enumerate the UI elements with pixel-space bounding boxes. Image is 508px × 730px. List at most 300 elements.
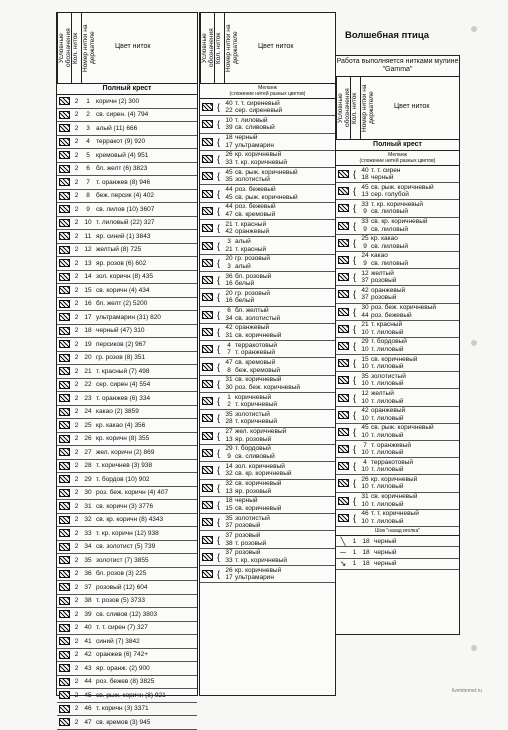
holder-number: 45 — [361, 424, 369, 432]
blend-line — [223, 221, 335, 229]
symbol-cell — [336, 338, 350, 354]
blend-row — [336, 269, 459, 286]
thread-color: алый — [235, 237, 251, 245]
holder-number: 9 — [227, 453, 231, 461]
holder-number: 30 — [225, 383, 233, 391]
brace-icon: { — [216, 344, 220, 355]
legend-row — [57, 446, 197, 460]
pattern-symbol-icon — [59, 111, 70, 119]
brace-icon: { — [352, 495, 356, 506]
blend-line — [359, 304, 459, 312]
symbol-cell — [336, 372, 350, 388]
legend-row — [57, 244, 197, 258]
holder-number: 35 — [225, 176, 233, 184]
brace-icon: { — [216, 465, 220, 476]
thread-color: жел. коричневый — [235, 428, 287, 436]
blend-lines — [223, 237, 335, 253]
holder-number: 36 — [225, 272, 233, 280]
thread-color: св. кр. коричн (8) 4343 — [96, 516, 164, 524]
thread-color: оранжевый — [235, 324, 270, 332]
blend-line — [223, 418, 335, 426]
blend-lines — [359, 286, 459, 302]
holder-number: 12 — [84, 246, 92, 254]
thread-count: 1 — [352, 560, 357, 568]
holder-number: 9 — [363, 260, 367, 268]
thread-color: желтый (8) 725 — [96, 246, 142, 254]
section-mix-title: Меланж — [258, 85, 277, 91]
thread-color: какао (2) 3859 — [96, 408, 139, 416]
holder-number: 15 — [225, 504, 233, 512]
holder-number: 42 — [225, 324, 233, 332]
key-column-2 — [199, 12, 336, 696]
blend-row — [200, 480, 335, 497]
section-mix — [200, 84, 335, 99]
holder-number: 19 — [84, 340, 92, 348]
header-holder: Номер нитки на держателе — [81, 13, 95, 83]
holder-number: 3 — [227, 262, 231, 270]
holder-number: 45 — [84, 691, 92, 699]
legend-row — [57, 581, 197, 595]
holder-number: 37 — [361, 294, 369, 302]
brace-icon: { — [352, 512, 356, 523]
thread-color: св. коричневый — [235, 480, 282, 488]
holder-number: 20 — [225, 255, 233, 263]
blend-row — [200, 99, 335, 116]
pattern-symbol-icon — [59, 691, 70, 699]
blend-lines — [359, 458, 459, 474]
holder-number: 37 — [225, 531, 233, 539]
column-header — [57, 13, 197, 84]
symbol-cell — [336, 286, 350, 302]
holder-number: 14 — [84, 273, 92, 281]
blend-row — [200, 341, 335, 358]
blend-line — [359, 201, 459, 209]
thread-count: 2 — [74, 583, 79, 591]
pattern-symbol-icon — [59, 475, 70, 483]
blend-line — [223, 342, 335, 350]
holder-number: 44 — [225, 203, 233, 211]
holder-number: 6 — [227, 307, 231, 315]
blend-lines — [223, 480, 335, 496]
brace-icon: { — [216, 205, 220, 216]
pattern-symbol-icon — [338, 514, 349, 522]
symbol-cell — [336, 166, 350, 182]
thread-count: 2 — [74, 381, 79, 389]
holder-number: 31 — [361, 493, 369, 501]
section-full-cross: Полный крест — [57, 84, 197, 95]
holder-number: 22 — [225, 107, 233, 115]
blend-row — [336, 304, 459, 321]
holder-number: 24 — [84, 408, 92, 416]
pattern-symbol-icon — [202, 120, 213, 128]
pattern-symbol-icon — [59, 462, 70, 470]
thread-color: св. сирен. (4) 794 — [96, 111, 149, 119]
section-full-cross: Полный крест — [336, 140, 459, 151]
blend-line — [223, 376, 335, 384]
thread-color: т. лиловый — [235, 116, 268, 124]
backstitch-line-icon: ─ — [340, 548, 346, 558]
blend-row — [200, 289, 335, 306]
holder-number: 2 — [86, 111, 90, 119]
blend-line — [223, 100, 335, 108]
thread-count: 2 — [74, 300, 79, 308]
pattern-symbol-icon — [59, 718, 70, 726]
pattern-symbol-icon — [59, 394, 70, 402]
holder-number: 12 — [361, 389, 369, 397]
pattern-symbol-icon — [202, 363, 213, 371]
holder-number: 47 — [225, 210, 233, 218]
holder-number: 44 — [84, 678, 92, 686]
symbol-cell — [200, 462, 214, 478]
blend-lines — [223, 255, 335, 271]
blend-line — [359, 321, 459, 329]
holder-number: 10 — [361, 345, 369, 353]
pattern-symbol-icon — [202, 397, 213, 405]
symbol-cell — [200, 549, 214, 565]
blend-line — [223, 428, 335, 436]
thread-color: золотистый — [235, 514, 270, 522]
blend-line — [223, 273, 335, 281]
blend-row — [200, 566, 335, 583]
blend-line — [359, 329, 459, 337]
holder-number: 11 — [84, 232, 92, 240]
legend-row — [57, 541, 197, 555]
brace-icon: { — [216, 102, 220, 113]
blend-row — [336, 441, 459, 458]
blend-lines — [223, 393, 335, 409]
backstitch-list — [336, 536, 459, 570]
blend-lines — [359, 200, 459, 216]
pattern-symbol-icon — [59, 529, 70, 537]
thread-color: т. коричневый — [235, 401, 277, 409]
holder-number: 39 — [84, 610, 92, 618]
blend-line — [223, 488, 335, 496]
blend-line — [359, 476, 459, 484]
holder-number: 33 — [225, 159, 233, 167]
holder-number: 4 — [363, 458, 367, 466]
holder-number: 6 — [86, 165, 90, 173]
pattern-symbol-icon — [59, 340, 70, 348]
pattern-symbol-icon — [338, 445, 349, 453]
thread-count: 2 — [74, 421, 79, 429]
holder-number: 42 — [361, 407, 369, 415]
holder-number: 14 — [225, 462, 233, 470]
holder-number: 30 — [84, 489, 92, 497]
thread-count: 2 — [74, 624, 79, 632]
thread-color: т. лиловый — [371, 414, 404, 422]
blend-row — [336, 200, 459, 217]
holder-number: 4 — [86, 138, 90, 146]
thread-count: 2 — [74, 435, 79, 443]
thread-color: черный — [371, 174, 394, 182]
symbol-cell — [200, 272, 214, 288]
holder-number: 41 — [84, 637, 92, 645]
holder-number: 33 — [84, 529, 92, 537]
blend-line — [359, 294, 459, 302]
key-column-1 — [56, 12, 198, 726]
blend-row — [200, 237, 335, 254]
holder-number: 9 — [363, 225, 367, 233]
legend-row — [57, 257, 197, 271]
symbol-cell — [200, 358, 214, 374]
blend-row — [200, 358, 335, 375]
thread-color: св. коричневый — [235, 504, 282, 512]
column-header — [200, 13, 335, 84]
thread-color: св. кремовый — [235, 210, 276, 218]
blend-row — [200, 168, 335, 185]
pattern-symbol-icon — [338, 497, 349, 505]
holder-number: 32 — [225, 480, 233, 488]
brace-icon: { — [352, 203, 356, 214]
thread-color: ультрамарин — [235, 141, 274, 149]
thread-color: св. лиловый — [371, 260, 408, 268]
thread-color: роз. беж. коричн (4) 407 — [96, 489, 169, 497]
blend-lines — [223, 341, 335, 357]
pattern-symbol-icon — [202, 570, 213, 578]
thread-count: 2 — [74, 151, 79, 159]
holder-number: 40 — [225, 99, 233, 107]
pattern-symbol-icon — [202, 414, 213, 422]
holder-number: 9 — [363, 208, 367, 216]
thread-count: 2 — [74, 718, 79, 726]
symbol-cell — [200, 203, 214, 219]
legend-row — [57, 217, 197, 231]
blend-lines — [223, 99, 335, 115]
legend-row — [57, 460, 197, 474]
holder-number: 18 — [361, 174, 369, 182]
holder-number: 33 — [361, 200, 369, 208]
key-column-3 — [335, 55, 460, 635]
brace-icon: { — [352, 426, 356, 437]
blend-line — [223, 290, 335, 298]
thread-count: 2 — [74, 502, 79, 510]
brace-icon: { — [216, 430, 220, 441]
symbol-cell — [200, 480, 214, 496]
blend-row — [200, 220, 335, 237]
legend-row — [57, 554, 197, 568]
thread-color: золотистый — [371, 372, 406, 380]
symbol-cell — [200, 531, 214, 547]
holder-number: 40 — [84, 624, 92, 632]
blend-line — [223, 255, 335, 263]
blend-line — [359, 252, 459, 260]
pattern-symbol-icon — [338, 170, 349, 178]
blend-line — [359, 235, 459, 243]
symbol-cell — [336, 389, 350, 405]
thread-color: жел. коричн (2) 869 — [96, 448, 155, 456]
thread-color: т. лиловый — [371, 466, 404, 474]
blend-lines — [359, 235, 459, 251]
pattern-symbol-icon — [202, 293, 213, 301]
blend-row — [200, 116, 335, 133]
brace-icon: { — [216, 378, 220, 389]
blend-line — [359, 287, 459, 295]
pattern-symbol-icon — [202, 536, 213, 544]
holder-number: 44 — [361, 311, 369, 319]
legend-row — [57, 284, 197, 298]
legend-row — [57, 635, 197, 649]
thread-color: роз. бежевый — [371, 311, 412, 319]
thread-color: кр. какао — [371, 235, 398, 243]
thread-color: роз. бежевый — [235, 203, 276, 211]
brace-icon: { — [352, 220, 356, 231]
holder-number: 32 — [225, 470, 233, 478]
blend-line — [223, 263, 335, 271]
blend-line — [223, 228, 335, 236]
pattern-symbol-icon — [59, 313, 70, 321]
symbol-cell — [200, 410, 214, 426]
pattern-symbol-icon — [202, 380, 213, 388]
blend-row — [200, 462, 335, 479]
blend-line — [223, 532, 335, 540]
thread-color: т. лиловый — [371, 345, 404, 353]
holder-number: 33 — [361, 218, 369, 226]
legend-list-2 — [200, 99, 335, 583]
holder-number: 47 — [84, 718, 92, 726]
section-mix-subtitle: (сложение нитей разных цветов) — [359, 158, 436, 164]
blend-line — [223, 480, 335, 488]
holder-number: 18 — [362, 560, 370, 568]
blend-line — [223, 359, 335, 367]
thread-color: т. лиловый — [371, 500, 404, 508]
pattern-symbol-icon — [202, 311, 213, 319]
holder-number: 4 — [227, 341, 231, 349]
pattern-symbol-icon — [59, 97, 70, 105]
brace-icon: { — [216, 275, 220, 286]
pattern-symbol-icon — [202, 259, 213, 267]
holder-number: 10 — [225, 116, 233, 124]
thread-count: 2 — [74, 543, 79, 551]
thread-count: 2 — [74, 354, 79, 362]
pattern-symbol-icon — [202, 242, 213, 250]
thread-color: т. кр. коричн (12) 938 — [96, 529, 159, 537]
pattern-symbol-icon — [338, 256, 349, 264]
page-title: Волшебная птица — [345, 30, 430, 41]
symbol-cell — [200, 237, 214, 253]
holder-number: 22 — [84, 381, 92, 389]
blend-lines — [223, 497, 335, 513]
holder-number: 45 — [225, 193, 233, 201]
blend-line — [359, 380, 459, 388]
legend-row — [57, 568, 197, 582]
thread-color: золотистый — [235, 176, 270, 184]
blend-row — [336, 183, 459, 200]
thread-color: т. т. сиреневый — [235, 99, 280, 107]
holder-number: 13 — [84, 259, 92, 267]
thread-color: гр. розовый — [235, 255, 271, 263]
holder-number: 7 — [227, 349, 231, 357]
holder-number: 29 — [225, 445, 233, 453]
blend-lines — [223, 566, 335, 582]
thread-count: 2 — [74, 273, 79, 281]
blend-lines — [223, 289, 335, 305]
thread-color: яр. оранж. (2) 900 — [96, 664, 150, 672]
holder-number: 1 — [227, 393, 231, 401]
holder-number: 15 — [84, 286, 92, 294]
holder-number: 18 — [225, 497, 233, 505]
pattern-symbol-icon — [59, 381, 70, 389]
thread-color: золотистый — [235, 410, 270, 418]
thread-color: т. кр. коричневый — [235, 159, 288, 167]
brace-icon: { — [216, 136, 220, 147]
thread-color: св. золотист (5) 739 — [96, 543, 156, 551]
thread-color: т. розовый — [235, 539, 267, 547]
symbol-cell — [336, 424, 350, 440]
thread-color: синий (7) 3842 — [96, 637, 140, 645]
blend-lines — [223, 410, 335, 426]
thread-color: св. кремов (3) 945 — [96, 718, 151, 726]
blend-line — [223, 463, 335, 471]
thread-color: кр. коричневый — [235, 566, 282, 574]
holder-number: 10 — [361, 328, 369, 336]
blend-row — [200, 185, 335, 202]
brace-icon: { — [216, 119, 220, 130]
holder-number: 5 — [86, 151, 90, 159]
pattern-symbol-icon — [202, 138, 213, 146]
symbol-cell — [336, 493, 350, 509]
legend-row — [57, 703, 197, 717]
blend-row — [200, 307, 335, 324]
legend-row — [57, 500, 197, 514]
pattern-symbol-icon — [338, 273, 349, 281]
blend-line — [223, 211, 335, 219]
holder-number: 10 — [361, 414, 369, 422]
blend-line — [359, 415, 459, 423]
holder-number: 8 — [86, 192, 90, 200]
blend-line — [359, 459, 459, 467]
blend-line — [223, 436, 335, 444]
symbol-cell — [336, 304, 350, 320]
symbol-cell — [336, 441, 350, 457]
pattern-symbol-icon — [59, 259, 70, 267]
blend-row — [200, 255, 335, 272]
pattern-symbol-icon — [338, 204, 349, 212]
pattern-symbol-icon — [338, 376, 349, 384]
brace-icon: { — [352, 323, 356, 334]
holder-number: 20 — [225, 289, 233, 297]
thread-color: белый — [235, 280, 255, 288]
brace-icon: { — [216, 154, 220, 165]
holder-number: 21 — [84, 367, 92, 375]
pattern-symbol-icon — [338, 411, 349, 419]
symbol-cell — [336, 407, 350, 423]
blend-line — [359, 174, 459, 182]
thread-count: 2 — [74, 178, 79, 186]
brace-icon: { — [352, 409, 356, 420]
blend-row — [200, 272, 335, 289]
thread-color: черный — [374, 549, 397, 557]
pattern-symbol-icon — [338, 239, 349, 247]
symbol-cell — [336, 269, 350, 285]
brace-icon: { — [216, 499, 220, 510]
blend-line — [359, 449, 459, 457]
holder-number: 10 — [361, 483, 369, 491]
thread-color: т. т. сирен — [371, 166, 401, 174]
blend-row — [336, 218, 459, 235]
symbol-cell — [200, 116, 214, 132]
thread-color: т. оранжевый — [235, 349, 276, 357]
pattern-symbol-icon — [202, 466, 213, 474]
thread-color: гр. розов (8) 351 — [96, 354, 146, 362]
thread-color: зол. коричневый — [235, 462, 285, 470]
thread-color: кремовый (4) 951 — [96, 151, 149, 159]
thread-count: 2 — [74, 691, 79, 699]
blend-lines — [223, 376, 335, 392]
blend-line — [359, 493, 459, 501]
holder-number: 23 — [84, 394, 92, 402]
punch-hole — [471, 645, 477, 651]
header-holder: Номер нитки на держателе — [224, 13, 238, 83]
